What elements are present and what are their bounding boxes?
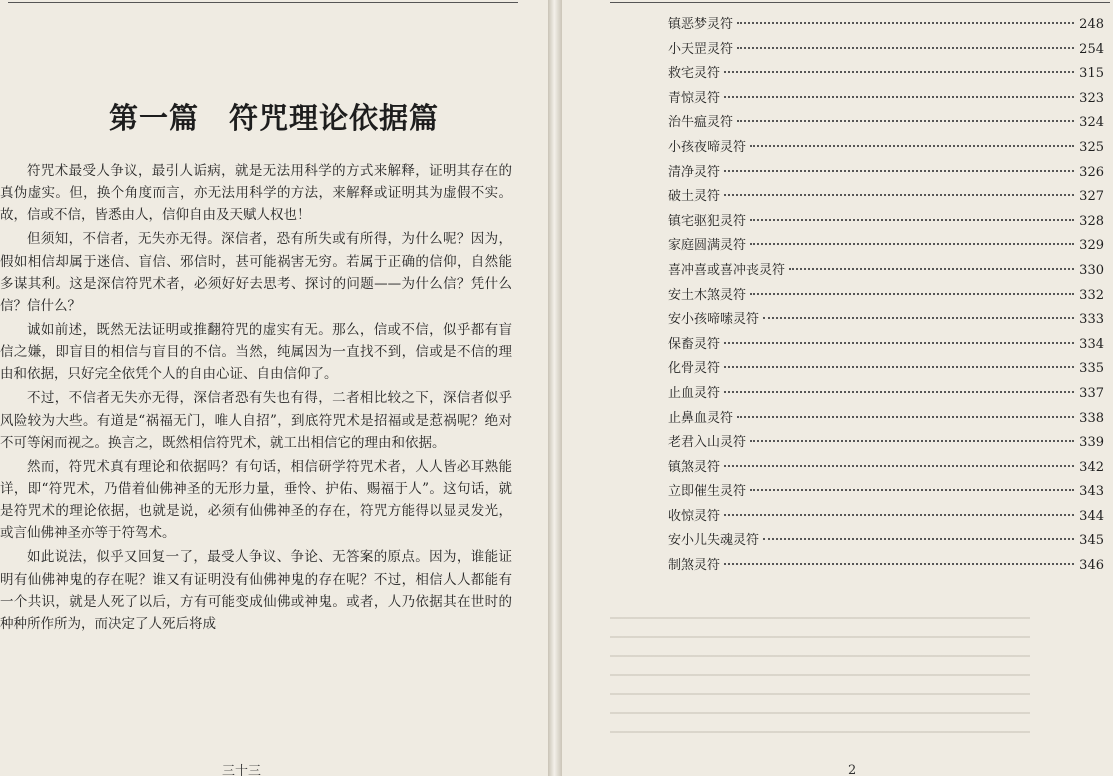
- toc-entry-title: 老君入山灵符: [668, 435, 747, 451]
- toc-entry-page: 254: [1079, 41, 1104, 57]
- toc-entry: [668, 185, 1104, 210]
- toc-dot-leader: [737, 120, 1074, 122]
- toc-entry-page: 326: [1079, 164, 1104, 180]
- book-gutter: [548, 0, 562, 776]
- toc-entry-page: 334: [1079, 336, 1104, 352]
- toc-entry-title: 镇煞灵符: [668, 459, 721, 475]
- toc-entry-page: 325: [1079, 139, 1104, 155]
- toc-dot-leader: [724, 96, 1074, 98]
- toc-entry: [668, 529, 1104, 554]
- toc-entry-page: 339: [1079, 435, 1104, 451]
- toc-dot-leader: [724, 342, 1074, 344]
- toc-entry-title: 破土灵符: [668, 189, 721, 205]
- toc-entry-page: 324: [1079, 115, 1104, 131]
- toc-entry-title: 止鼻血灵符: [668, 410, 734, 426]
- toc-entry-title: 收惊灵符: [668, 508, 721, 524]
- toc-entry-page: 338: [1079, 410, 1104, 426]
- toc-entry: [668, 333, 1104, 358]
- toc-entry-title: 救宅灵符: [668, 66, 721, 82]
- toc-entry-title: 家庭圆满灵符: [668, 238, 747, 254]
- toc-entry: [668, 87, 1104, 112]
- toc-entry: [668, 161, 1104, 186]
- toc-entry: [668, 407, 1104, 432]
- left-top-rule: [8, 2, 518, 3]
- toc-dot-leader: [737, 22, 1074, 24]
- toc-dot-leader: [750, 243, 1074, 245]
- toc-entry: [668, 234, 1104, 259]
- toc-dot-leader: [789, 268, 1074, 270]
- paragraph-6: 如此说法，似乎又回复一了，最受人争议、争论、无答案的原点。因为，谁能证明有仙佛神鬼的存在呢？谁又有证明没有仙佛神鬼的存在呢？不过，相信人人都能有一个共识，就是人死了以后，方有可能变成仙佛或神鬼。或者，人乃依据其在世时的种种所作所为，而决定了人死后将成: [0, 549, 512, 633]
- toc-entry-title: 小天罡灵符: [668, 41, 734, 57]
- toc-dot-leader: [737, 47, 1074, 49]
- toc-dot-leader: [763, 538, 1074, 540]
- right-page: [562, 0, 1113, 776]
- toc-entry: [668, 38, 1104, 63]
- toc-entry-title: 制煞灵符: [668, 558, 721, 574]
- toc-dot-leader: [724, 514, 1074, 516]
- toc-entry-page: 345: [1079, 533, 1104, 549]
- toc-entry-title: 安小孩啼嗦灵符: [668, 312, 760, 328]
- left-page-number: 三十三: [222, 764, 262, 776]
- toc-entry-page: 328: [1079, 213, 1104, 229]
- toc-entry: [668, 284, 1104, 309]
- toc-entry-page: 346: [1079, 558, 1104, 574]
- toc-entry-title: 安小儿失魂灵符: [668, 533, 760, 549]
- toc-entry-title: 立即催生灵符: [668, 484, 747, 500]
- right-page-number: 2: [848, 763, 857, 776]
- toc-entry-title: 治牛瘟灵符: [668, 115, 734, 131]
- toc-entry-title: 清净灵符: [668, 164, 721, 180]
- toc-entry: [668, 308, 1104, 333]
- toc-entry: [668, 505, 1104, 530]
- toc-dot-leader: [724, 391, 1074, 393]
- toc-dot-leader: [737, 416, 1074, 418]
- chapter-title: 第一篇 符咒理论依据篇: [108, 101, 439, 135]
- toc-entry-page: 344: [1079, 508, 1104, 524]
- toc-entry-page: 330: [1079, 262, 1104, 278]
- toc-entry: [668, 13, 1104, 38]
- toc-entry: [668, 480, 1104, 505]
- toc-entry-page: 337: [1079, 385, 1104, 401]
- toc-dot-leader: [724, 465, 1074, 467]
- toc-entry-page: 335: [1079, 361, 1104, 377]
- toc-entry-title: 保畜灵符: [668, 336, 721, 352]
- toc-dot-leader: [724, 563, 1074, 565]
- toc-entry: [668, 382, 1104, 407]
- toc-dot-leader: [750, 489, 1074, 491]
- toc-entry-page: 332: [1079, 287, 1104, 303]
- toc-entry-title: 止血灵符: [668, 385, 721, 401]
- toc-dot-leader: [750, 219, 1074, 221]
- toc-entry-page: 333: [1079, 312, 1104, 328]
- toc-entry-title: 安土木煞灵符: [668, 287, 747, 303]
- toc-dot-leader: [750, 293, 1074, 295]
- toc-entry-page: 323: [1079, 90, 1104, 106]
- toc-dot-leader: [724, 71, 1074, 73]
- paragraph-4: 不过，不信者无失亦无得，深信者恐有失也有得，二者相比较之下，深信者似乎风险较为大些。有道是“祸福无门，唯人自招”，到底符咒术是招福或是惹祸呢？绝对不可等闲而视之。换言之，既然相信符咒术，就工出相信它的理由和依据。: [0, 390, 512, 451]
- toc-entry-title: 镇恶梦灵符: [668, 17, 734, 32]
- toc-entry: [668, 357, 1104, 382]
- toc-dot-leader: [763, 317, 1074, 319]
- toc-entry: [668, 456, 1104, 481]
- toc-entry-page: 315: [1079, 66, 1104, 82]
- toc-entry: [668, 62, 1104, 87]
- paragraph-2: 但须知，不信者，无失亦无得。深信者，恐有所失或有所得，为什么呢？因为，假如相信却属于迷信、盲信、邪信时，甚可能祸害无穷。若属于正确的信仰，自然能多谋其利。这是深信符咒术者，必须好好去思考、探讨的问题——为什么信？凭什么信？信什么？: [0, 231, 512, 315]
- toc-entry-page: 329: [1079, 238, 1104, 254]
- toc-entry: [668, 111, 1104, 136]
- toc-entry: [668, 136, 1104, 161]
- toc-entry-title: 喜冲喜或喜冲丧灵符: [668, 262, 786, 278]
- table-of-contents: [668, 13, 1104, 579]
- paragraph-3: 诚如前述，既然无法证明或推翻符咒的虚实有无。那么，信或不信，似乎都有盲信之嫌，即盲目的相信与盲目的不信。当然，纯属因为一直找不到，信或是不信的理由和依据，只好完全依凭个人的自由心证、自由信仰了。: [0, 322, 512, 383]
- body-text: [0, 160, 512, 637]
- toc-dot-leader: [750, 440, 1074, 442]
- left-page: [0, 0, 548, 776]
- toc-entry: [668, 259, 1104, 284]
- paragraph-5: 然而，符咒术真有理论和依据吗？有句话，相信研学符咒术者，人人皆必耳熟能详，即“符咒术，乃借着仙佛神圣的无形力量，垂怜、护佑、赐福于人”。这句话，就是符咒术的理论依据，也就是说，必须有仙佛神圣的存在，符咒方能得以显灵发光，或言仙佛神圣亦等于符驾术。: [0, 458, 512, 542]
- bleed-through-texture: [610, 600, 1030, 750]
- toc-entry: [668, 554, 1104, 579]
- paragraph-1: 符咒术最受人争议，最引人诟病，就是无法用科学的方式来解释，证明其存在的真伪虚实。但，换个角度而言，亦无法用科学的方法，来解释或证明其为虚假不实。故，信或不信，皆悉由人，信仰自由及天赋人权也！: [0, 163, 512, 224]
- toc-entry: [668, 210, 1104, 235]
- toc-dot-leader: [724, 366, 1074, 368]
- toc-entry-title: 镇宅驱犯灵符: [668, 213, 747, 229]
- toc-entry-page: 248: [1079, 17, 1104, 32]
- right-top-rule: [610, 2, 1110, 3]
- toc-entry-page: 343: [1079, 484, 1104, 500]
- toc-entry-page: 342: [1079, 459, 1104, 475]
- toc-dot-leader: [724, 194, 1074, 196]
- toc-entry-title: 小孩夜啼灵符: [668, 139, 747, 155]
- toc-entry-title: 青惊灵符: [668, 90, 721, 106]
- toc-dot-leader: [724, 170, 1074, 172]
- toc-entry: [668, 431, 1104, 456]
- toc-dot-leader: [750, 145, 1074, 147]
- toc-entry-page: 327: [1079, 189, 1104, 205]
- toc-entry-title: 化骨灵符: [668, 361, 721, 377]
